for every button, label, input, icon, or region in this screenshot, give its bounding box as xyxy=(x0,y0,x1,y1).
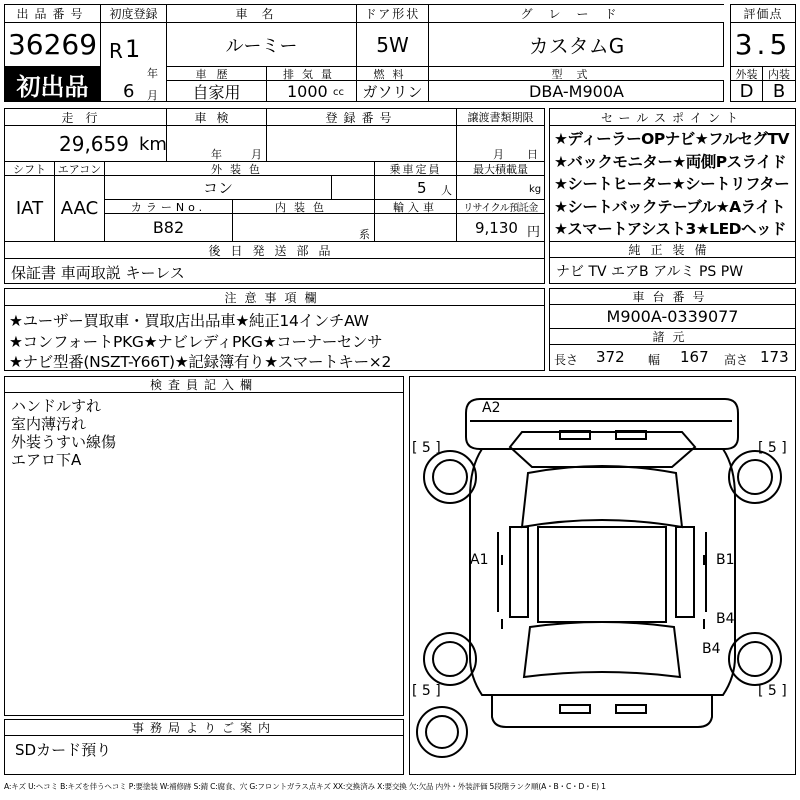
score-value: 3.5 xyxy=(731,23,795,67)
tire-tread-rear-left: [ 5 ] xyxy=(412,683,441,699)
length-label: 長さ xyxy=(554,353,579,367)
inspection-year-unit: 年 xyxy=(211,148,222,161)
notes-block xyxy=(4,288,545,371)
chassis-label: 車台番号 xyxy=(550,289,795,305)
load-unit: kg xyxy=(529,184,542,195)
genuine-label: 純正装備 xyxy=(550,242,795,258)
width-label: 幅 xyxy=(648,353,661,367)
ext-color: コン xyxy=(105,176,332,200)
length-value: 372 xyxy=(596,348,625,366)
shift-value: IAT xyxy=(5,176,55,242)
transfer-day-unit: 日 xyxy=(527,148,538,161)
int-color-cell xyxy=(233,214,375,242)
inspector-notes xyxy=(11,395,116,467)
ext-color-spare xyxy=(332,176,375,200)
load-cell xyxy=(457,176,544,200)
plate-cell xyxy=(267,126,457,162)
import-cell xyxy=(375,214,457,242)
notes-label: 注意事項欄 xyxy=(5,289,544,306)
first-listing-badge: 初出品 xyxy=(5,67,101,102)
ac-value: AAC xyxy=(55,176,105,242)
capacity-unit: 人 xyxy=(441,184,452,197)
damage-mark: A2 xyxy=(482,400,501,416)
damage-mark: B4 xyxy=(716,611,735,627)
score-label: 評価点 xyxy=(731,5,795,23)
tire-tread-rear-right: [ 5 ] xyxy=(758,683,787,699)
inspection-month-unit: 月 xyxy=(251,148,262,161)
car-outline-diagram xyxy=(410,377,795,774)
office-label: 事務局よりご案内 xyxy=(5,720,403,736)
height-value: 173 xyxy=(760,348,789,366)
recycle-value: 9,130 xyxy=(475,219,518,237)
interior-label: 内装 xyxy=(763,67,795,81)
sales-point-label: セールスポイント xyxy=(550,109,795,126)
width-value: 167 xyxy=(680,348,709,366)
mileage-unit: km xyxy=(139,134,167,155)
displacement: 1000 xyxy=(287,82,328,101)
ac-label: エアコン xyxy=(55,162,105,176)
genuine-equipment-block xyxy=(549,241,796,284)
sales-point-line: ★シートバックテーブル★Aライト xyxy=(554,197,786,216)
tire-tread-front-right: [ 5 ] xyxy=(758,440,787,456)
displacement-cell xyxy=(267,81,357,102)
door-type: 5W xyxy=(357,23,429,67)
grade-label: グレード xyxy=(429,5,724,23)
capacity-cell xyxy=(375,176,457,200)
registration-month: 6 xyxy=(123,81,135,102)
shift-label: シフト xyxy=(5,162,55,176)
interior-grade: B xyxy=(772,81,786,102)
damage-mark: A1 xyxy=(470,552,489,568)
note-line: ★コンフォートPKG★ナビレディPKG★コーナーセンサ xyxy=(9,332,383,351)
history-label: 車歴 xyxy=(167,67,267,81)
ext-color-label: 外装色 xyxy=(105,162,375,176)
sales-point-block xyxy=(549,108,796,242)
specs-label: 諸元 xyxy=(550,329,795,345)
sales-point-list xyxy=(554,127,789,240)
sales-point-line: ★シートヒーター★シートリフター xyxy=(554,175,790,193)
chassis-number: M900A-0339077 xyxy=(550,305,795,329)
later-parts-value: 保証書 車両取説 キーレス xyxy=(11,264,185,282)
mileage-label: 走行 xyxy=(5,109,167,126)
lot-number-label: 出品番号 xyxy=(5,5,101,23)
first-registration-label: 初度登録 xyxy=(101,5,167,23)
registration-year-unit: 年 xyxy=(147,67,158,80)
fuel-label: 燃料 xyxy=(357,67,429,81)
damage-legend: A:キズ U:ヘコミ B:キズを伴うヘコミ P:要塗装 W:補修跡 S:錆 C:腐食、穴 G:フロントガラス点キズ XX:交換済み X:要交換 欠:欠品 内外・外装評価 5段階ランク順(A・B・C・D・E) 1 xyxy=(4,782,606,791)
height-label: 高さ xyxy=(724,353,749,367)
transfer-cell xyxy=(457,126,544,162)
office-block xyxy=(4,719,404,775)
recycle-cell xyxy=(457,214,544,242)
color-no-label: カラーNo. xyxy=(105,200,233,214)
chassis-block xyxy=(549,288,796,371)
sales-point-line: ★ディーラーOPナビ★フルセグTV xyxy=(554,130,790,148)
inspector-note: エアロ下A xyxy=(11,451,82,469)
registration-era: R xyxy=(109,39,123,63)
damage-mark: B1 xyxy=(716,552,735,568)
vehicle-detail-block xyxy=(4,108,545,259)
car-name-label: 車名 xyxy=(167,5,357,23)
history: 自家用 xyxy=(167,81,267,102)
later-parts-value-box xyxy=(4,258,545,284)
inspector-note: 外装うすい線傷 xyxy=(11,433,117,451)
tire-tread-front-left: [ 5 ] xyxy=(412,440,441,456)
inspector-label: 検査員記入欄 xyxy=(5,377,403,393)
exterior-label: 外装 xyxy=(731,67,763,81)
car-name: ルーミー xyxy=(167,23,357,67)
grade: カスタムG xyxy=(429,23,724,67)
sales-point-line: ★スマートアシスト3★LEDヘッド xyxy=(554,220,787,238)
model-label: 型式 xyxy=(429,67,724,81)
mileage-value: 29,659 xyxy=(59,132,129,156)
note-line: ★ナビ型番(NSZT-Y66T)★記録簿有り★スマートキー×2 xyxy=(9,353,392,371)
displacement-unit: cc xyxy=(333,87,344,98)
header-block xyxy=(4,4,724,102)
recycle-unit: 円 xyxy=(527,225,541,240)
recycle-label: リサイクル預託金 xyxy=(457,200,544,214)
registration-year: 1 xyxy=(125,35,141,63)
note-line: ★ユーザー買取車・買取店出品車★純正14インチAW xyxy=(9,312,369,330)
door-label: ドア形状 xyxy=(357,5,429,23)
int-color-unit: 系 xyxy=(359,228,370,241)
color-no: B82 xyxy=(105,214,233,242)
mileage-cell xyxy=(5,126,167,162)
notes-list xyxy=(9,309,391,371)
model: DBA-M900A xyxy=(529,82,624,101)
inspector-block xyxy=(4,376,404,716)
transfer-label: 譲渡書類期限 xyxy=(457,109,544,126)
damage-mark: B4 xyxy=(702,641,721,657)
displacement-label: 排気量 xyxy=(267,67,357,81)
inspector-note: ハンドルすれ xyxy=(11,397,102,415)
inspection-cell xyxy=(167,126,267,162)
damage-diagram xyxy=(409,376,796,775)
exterior-grade: D xyxy=(731,81,763,102)
capacity-label: 乗車定員 xyxy=(375,162,457,176)
lot-number: 36269 xyxy=(5,23,101,67)
later-parts-label: 後日発送部品 xyxy=(5,242,544,258)
first-registration-cell xyxy=(101,23,167,102)
fuel: ガソリン xyxy=(357,81,429,102)
genuine-value: ナビ TV エアB アルミ PS PW xyxy=(556,264,744,280)
plate-label: 登録番号 xyxy=(267,109,457,126)
inspector-note: 室内薄汚れ xyxy=(11,415,87,433)
transfer-month-unit: 月 xyxy=(493,148,504,161)
registration-month-unit: 月 xyxy=(147,89,158,102)
score-block xyxy=(730,4,796,102)
office-note: SDカード預り xyxy=(15,741,112,759)
inspection-label: 車検 xyxy=(167,109,267,126)
load-label: 最大積載量 xyxy=(457,162,544,176)
int-color-label: 内装色 xyxy=(233,200,375,214)
capacity-value: 5 xyxy=(417,179,427,197)
import-label: 輸入車 xyxy=(375,200,457,214)
sales-point-line: ★バックモニター★両側Pスライド xyxy=(554,152,787,171)
